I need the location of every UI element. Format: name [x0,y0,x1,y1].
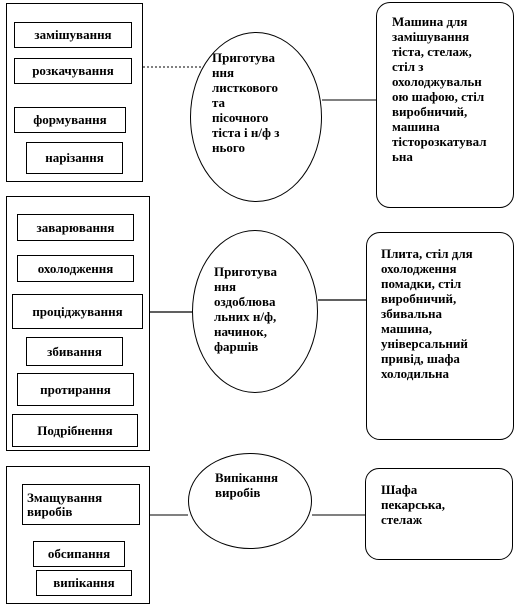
process-ellipse-baking [188,453,312,549]
operation-box-whipping: збивання [26,337,123,366]
operation-box-grinding: Подрібнення [12,414,138,447]
operation-box-shaping: формування [14,107,126,133]
operation-box-cutting: нарізання [26,142,123,174]
operation-box-sprinkling: обсипання [33,541,125,567]
process-label-dough: Приготува ння листкового та пісочного тіста і н/ф з нього [212,50,280,155]
operation-box-rolling: розкачування [14,58,132,84]
process-label-fillings: Приготува ння оздоблюва льних н/ф, начинок, фаршів [214,264,277,354]
equipment-label-fillings: Плита, стіл для охолодження помадки, стіл виробничий, збивальна машина, універсальний привід, шафа холодильна [381,246,473,381]
equipment-label-dough: Машина для замішування тіста, стелаж, стіл з охолоджувальн ою шафою, стіл виробничий, машина тісторозкатувал ьна [392,14,487,164]
equipment-label-baking: Шафа пекарська, стелаж [381,482,445,527]
operation-box-rubbing: протирання [17,373,134,406]
operation-box-baking: випікання [36,570,132,596]
operation-box-greasing: Змащування виробів [22,484,140,525]
operation-box-mixing: замішування [14,22,132,48]
process-label-baking: Випікання виробів [215,470,279,500]
operation-box-straining: проціджування [12,294,143,329]
operation-box-brewing: заварювання [17,214,134,241]
operation-box-cooling: охолодження [17,255,134,282]
